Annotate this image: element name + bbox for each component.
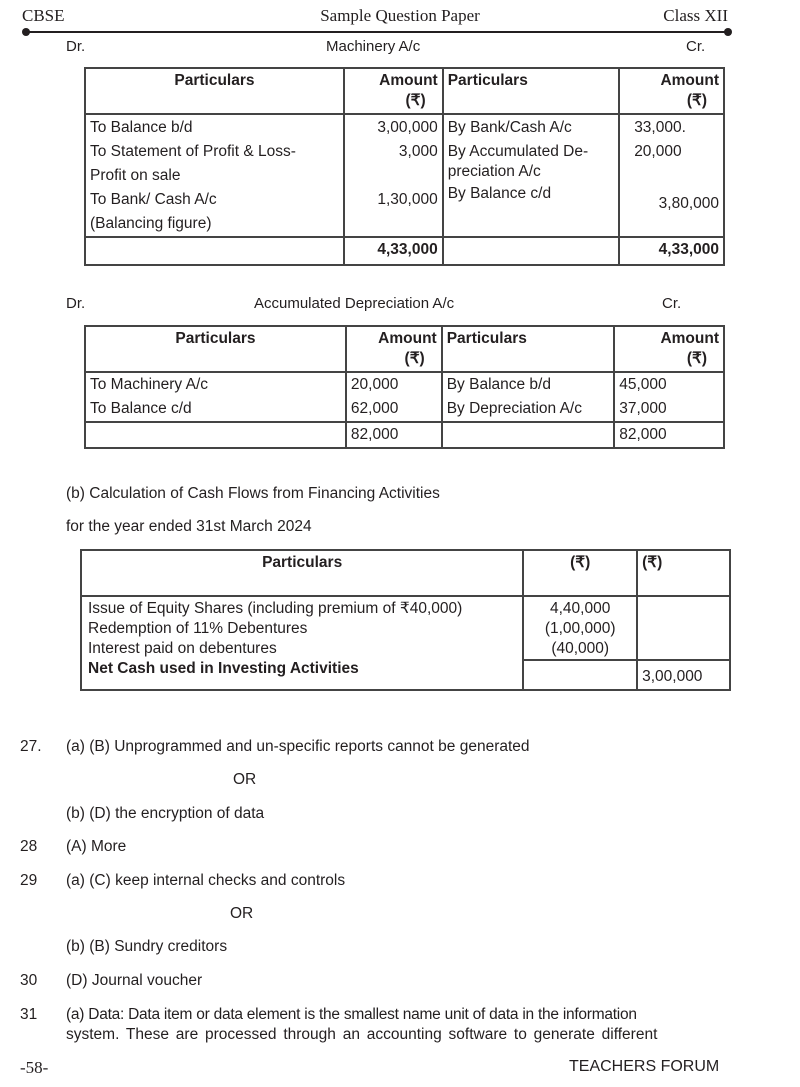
answer-text: (A) More [66,838,127,855]
list-item: To Machinery A/c [90,376,209,393]
credit-particulars: By Bank/Cash A/c By Accumulated De- preciation A/c By Balance c/d [443,114,619,237]
col-amount-dr: Amount (₹) [344,68,443,114]
page-number: -58- [20,1058,49,1077]
table-total-row [85,237,724,265]
total-debit: 4,33,000 [344,237,443,265]
table-total-row [85,422,724,448]
total-credit: 82,000 [614,422,724,448]
header-class: Class XII [663,6,728,25]
table-header-row: Particulars Amount (₹) Particulars Amount (₹) [85,326,724,372]
answer-text: (b) (D) the encryption of data [66,805,265,822]
accumulated-depreciation-table [84,325,725,449]
question-number: 31 [20,1006,38,1023]
footer-publisher: TEACHERS FORUM [569,1058,720,1075]
debit-amounts: 3,00,000 3,000 1,30,000 [344,114,443,237]
machinery-cr-label: Cr. [686,38,706,55]
divider-dot-right [724,28,732,36]
header-divider [26,31,728,33]
header-board: CBSE [22,6,65,25]
list-item: To Statement of Profit & Loss- [90,143,296,160]
accdep-dr-label: Dr. [66,295,86,312]
answer-text: (a) Data: Data item or data element is the smallest name unit of data in the information [66,1006,637,1023]
accdep-cr-label: Cr. [662,295,682,312]
net-cash-label: Net Cash used in Investing Activities [88,660,359,677]
col-particulars-dr: Particulars [85,68,344,114]
answer-text: system. These are processed through an accounting software to generate different [66,1026,658,1043]
list-item: (Balancing figure) [90,215,212,232]
table-body-row: Issue of Equity Shares (including premium of ₹40,000) Redemption of 11% Debentures Interest paid on debentures Net Cash used in Investing Activities 4,40,000 (1,00,000) (40,000) [81,596,730,660]
question-number: 29 [20,872,38,889]
answer-text: (a) (C) keep internal checks and controls [66,872,346,889]
answer-text: (a) (B) Unprogrammed and un-specific reports cannot be generated [66,738,530,755]
question-number: 27. [20,738,42,755]
answer-text: (b) (B) Sundry creditors [66,938,228,955]
machinery-dr-label: Dr. [66,38,86,55]
financing-subheading: for the year ended 31st March 2024 [66,518,312,535]
question-number: 30 [20,972,38,989]
list-item: Interest paid on debentures [88,640,277,657]
list-item: To Bank/ Cash A/c [90,191,217,208]
answer-text: (D) Journal voucher [66,972,203,989]
list-item: Redemption of 11% Debentures [88,620,308,637]
accdep-title: Accumulated Depreciation A/c [254,295,455,312]
divider-dot-left [22,28,30,36]
machinery-account-table [84,67,725,266]
list-item: To Balance c/d [90,400,192,417]
total-credit: 4,33,000 [619,237,724,265]
total-debit: 82,000 [346,422,442,448]
table-body-row: To Machinery A/c To Balance c/d 20,000 62,000 By Balance b/d By Depreciation A/c 45,000 37,000 [85,372,724,422]
or-separator: OR [230,905,254,922]
table-header-row: Particulars (₹) (₹) [81,550,730,596]
list-item: To Balance b/d [90,119,193,136]
financing-heading: (b) Calculation of Cash Flows from Financing Activities [66,485,440,502]
col-amount-cr: Amount (₹) [619,68,724,114]
credit-amounts: 33,000. 20,000 3,80,000 [619,114,724,237]
machinery-title: Machinery A/c [326,38,421,55]
or-separator: OR [233,771,257,788]
list-item: Profit on sale [90,167,181,184]
net-cash-amount: 3,00,000 [637,660,730,690]
question-number: 28 [20,838,38,855]
header-title: Sample Question Paper [320,6,480,25]
col-particulars-cr: Particulars [443,68,619,114]
table-header-row [85,68,724,114]
list-item: Issue of Equity Shares (including premium of ₹40,000) [88,600,463,617]
debit-particulars [85,114,344,237]
table-body-row [85,114,724,237]
financing-table [80,549,731,691]
